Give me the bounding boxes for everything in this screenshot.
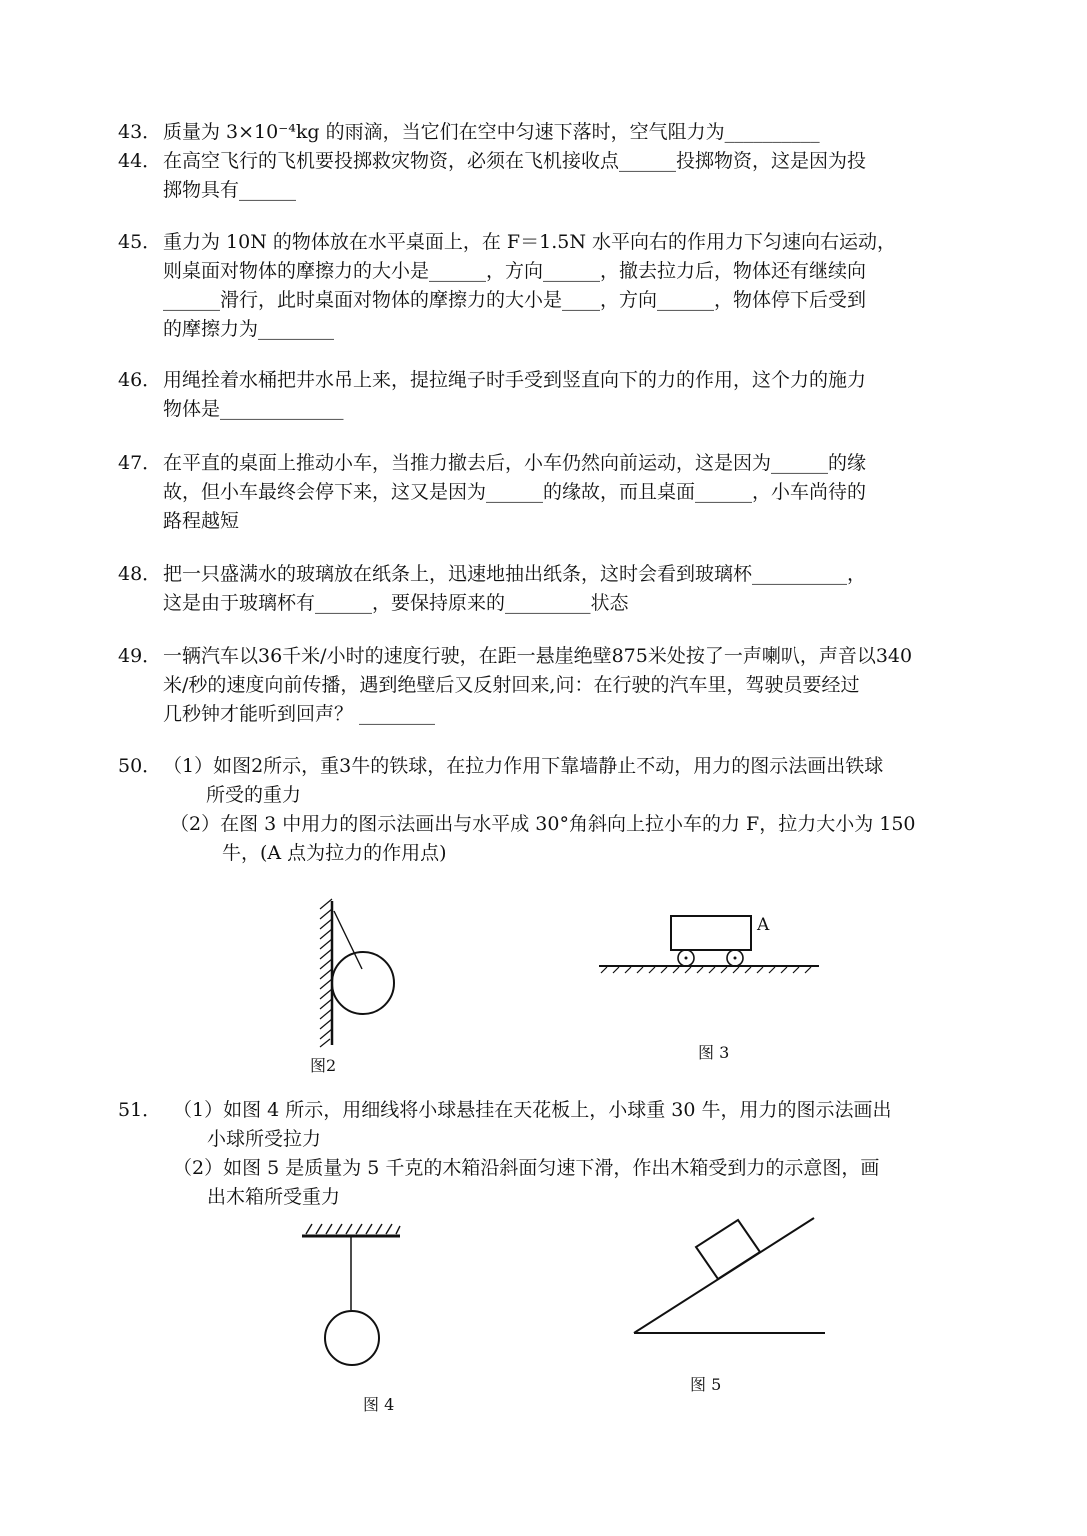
- question-number: 43．: [118, 121, 162, 143]
- question-text: 质量为 3×10⁻⁴kg 的雨滴，当它们在空中匀速下落时，空气阻力为__________: [163, 121, 820, 143]
- question-number: 47．: [118, 452, 162, 474]
- question-number: 48．: [118, 563, 162, 585]
- question-number: 46．: [118, 369, 162, 391]
- question-49: [118, 642, 978, 729]
- question-44: [118, 147, 978, 205]
- question-43: [118, 118, 978, 147]
- figure-3-cart: [595, 910, 825, 975]
- question-part-1: （1）如图 4 所示，用细线将小球悬挂在天花板上，小球重 30 牛，用力的图示法画出 小球所受拉力: [173, 1099, 892, 1150]
- question-47: [118, 449, 978, 536]
- question-text: 把一只盛满水的玻璃放在纸条上，迅速地抽出纸条，这时会看到玻璃杯__________， 这是由于玻璃杯有______，要保持原来的_________状态: [163, 563, 867, 614]
- question-part-1: （1）如图2所示，重3牛的铁球，在拉力作用下靠墙静止不动，用力的图示法画出铁球 所受的重力: [163, 755, 884, 806]
- figure-5-box-on-incline: [630, 1210, 830, 1340]
- question-48: [118, 560, 978, 618]
- question-part-2: （2）在图 3 中用力的图示法画出与水平成 30°角斜向上拉小车的力 F，拉力大小为 150 牛，(A 点为拉力的作用点): [170, 813, 916, 864]
- question-50: [118, 752, 978, 868]
- question-text: 重力为 10N 的物体放在水平桌面上，在 F＝1.5N 水平向右的作用力下匀速向右运动， 则桌面对物体的摩擦力的大小是______，方向______，撤去拉力后，物体还有继续向 ______滑行，此时桌面对物体的摩擦力的大小是____，方向______，物体停下后受到 的摩擦力为________: [163, 231, 896, 340]
- question-51: [118, 1096, 978, 1212]
- question-part-2: （2）如图 5 是质量为 5 千克的木箱沿斜面匀速下滑，作出木箱受到力的示意图，画 出木箱所受重力: [173, 1157, 880, 1208]
- figure-3-point-label: A: [757, 915, 770, 935]
- figure-3-caption: 图 3: [698, 1043, 730, 1062]
- question-45: [118, 228, 978, 344]
- figure-4-hanging-ball: [298, 1220, 408, 1375]
- question-number: 50．: [118, 755, 162, 777]
- question-number: 44．: [118, 150, 162, 172]
- question-number: 45．: [118, 231, 162, 253]
- question-text: 在平直的桌面上推动小车，当推力撤去后，小车仍然向前运动，这是因为______的缘 故，但小车最终会停下来，这又是因为______的缘故，而且桌面______，小车尚待的 路程越短: [163, 452, 867, 532]
- question-text: 一辆汽车以36千米/小时的速度行驶，在距一悬崖绝壁875米处按了一声喇叭，声音以340 米/秒的速度向前传播，遇到绝壁后又反射回来,问：在行驶的汽车里，驾驶员要经过 几秒钟才能听到回声？ ________: [163, 645, 913, 725]
- figure-4-caption: 图 4: [363, 1395, 395, 1414]
- figure-2-caption: 图2: [310, 1056, 337, 1075]
- question-46: [118, 366, 978, 424]
- question-number: 51．: [118, 1099, 162, 1121]
- question-text: 在高空飞行的飞机要投掷救灾物资，必须在飞机接收点______投掷物资，这是因为投 掷物具有______: [163, 150, 867, 201]
- question-text: 用绳拴着水桶把井水吊上来，提拉绳子时手受到竖直向下的力的作用，这个力的施力 物体是_____________: [163, 369, 867, 420]
- figure-5-caption: 图 5: [690, 1375, 722, 1394]
- question-number: 49．: [118, 645, 162, 667]
- figure-2-ball-on-wall: [310, 895, 410, 1050]
